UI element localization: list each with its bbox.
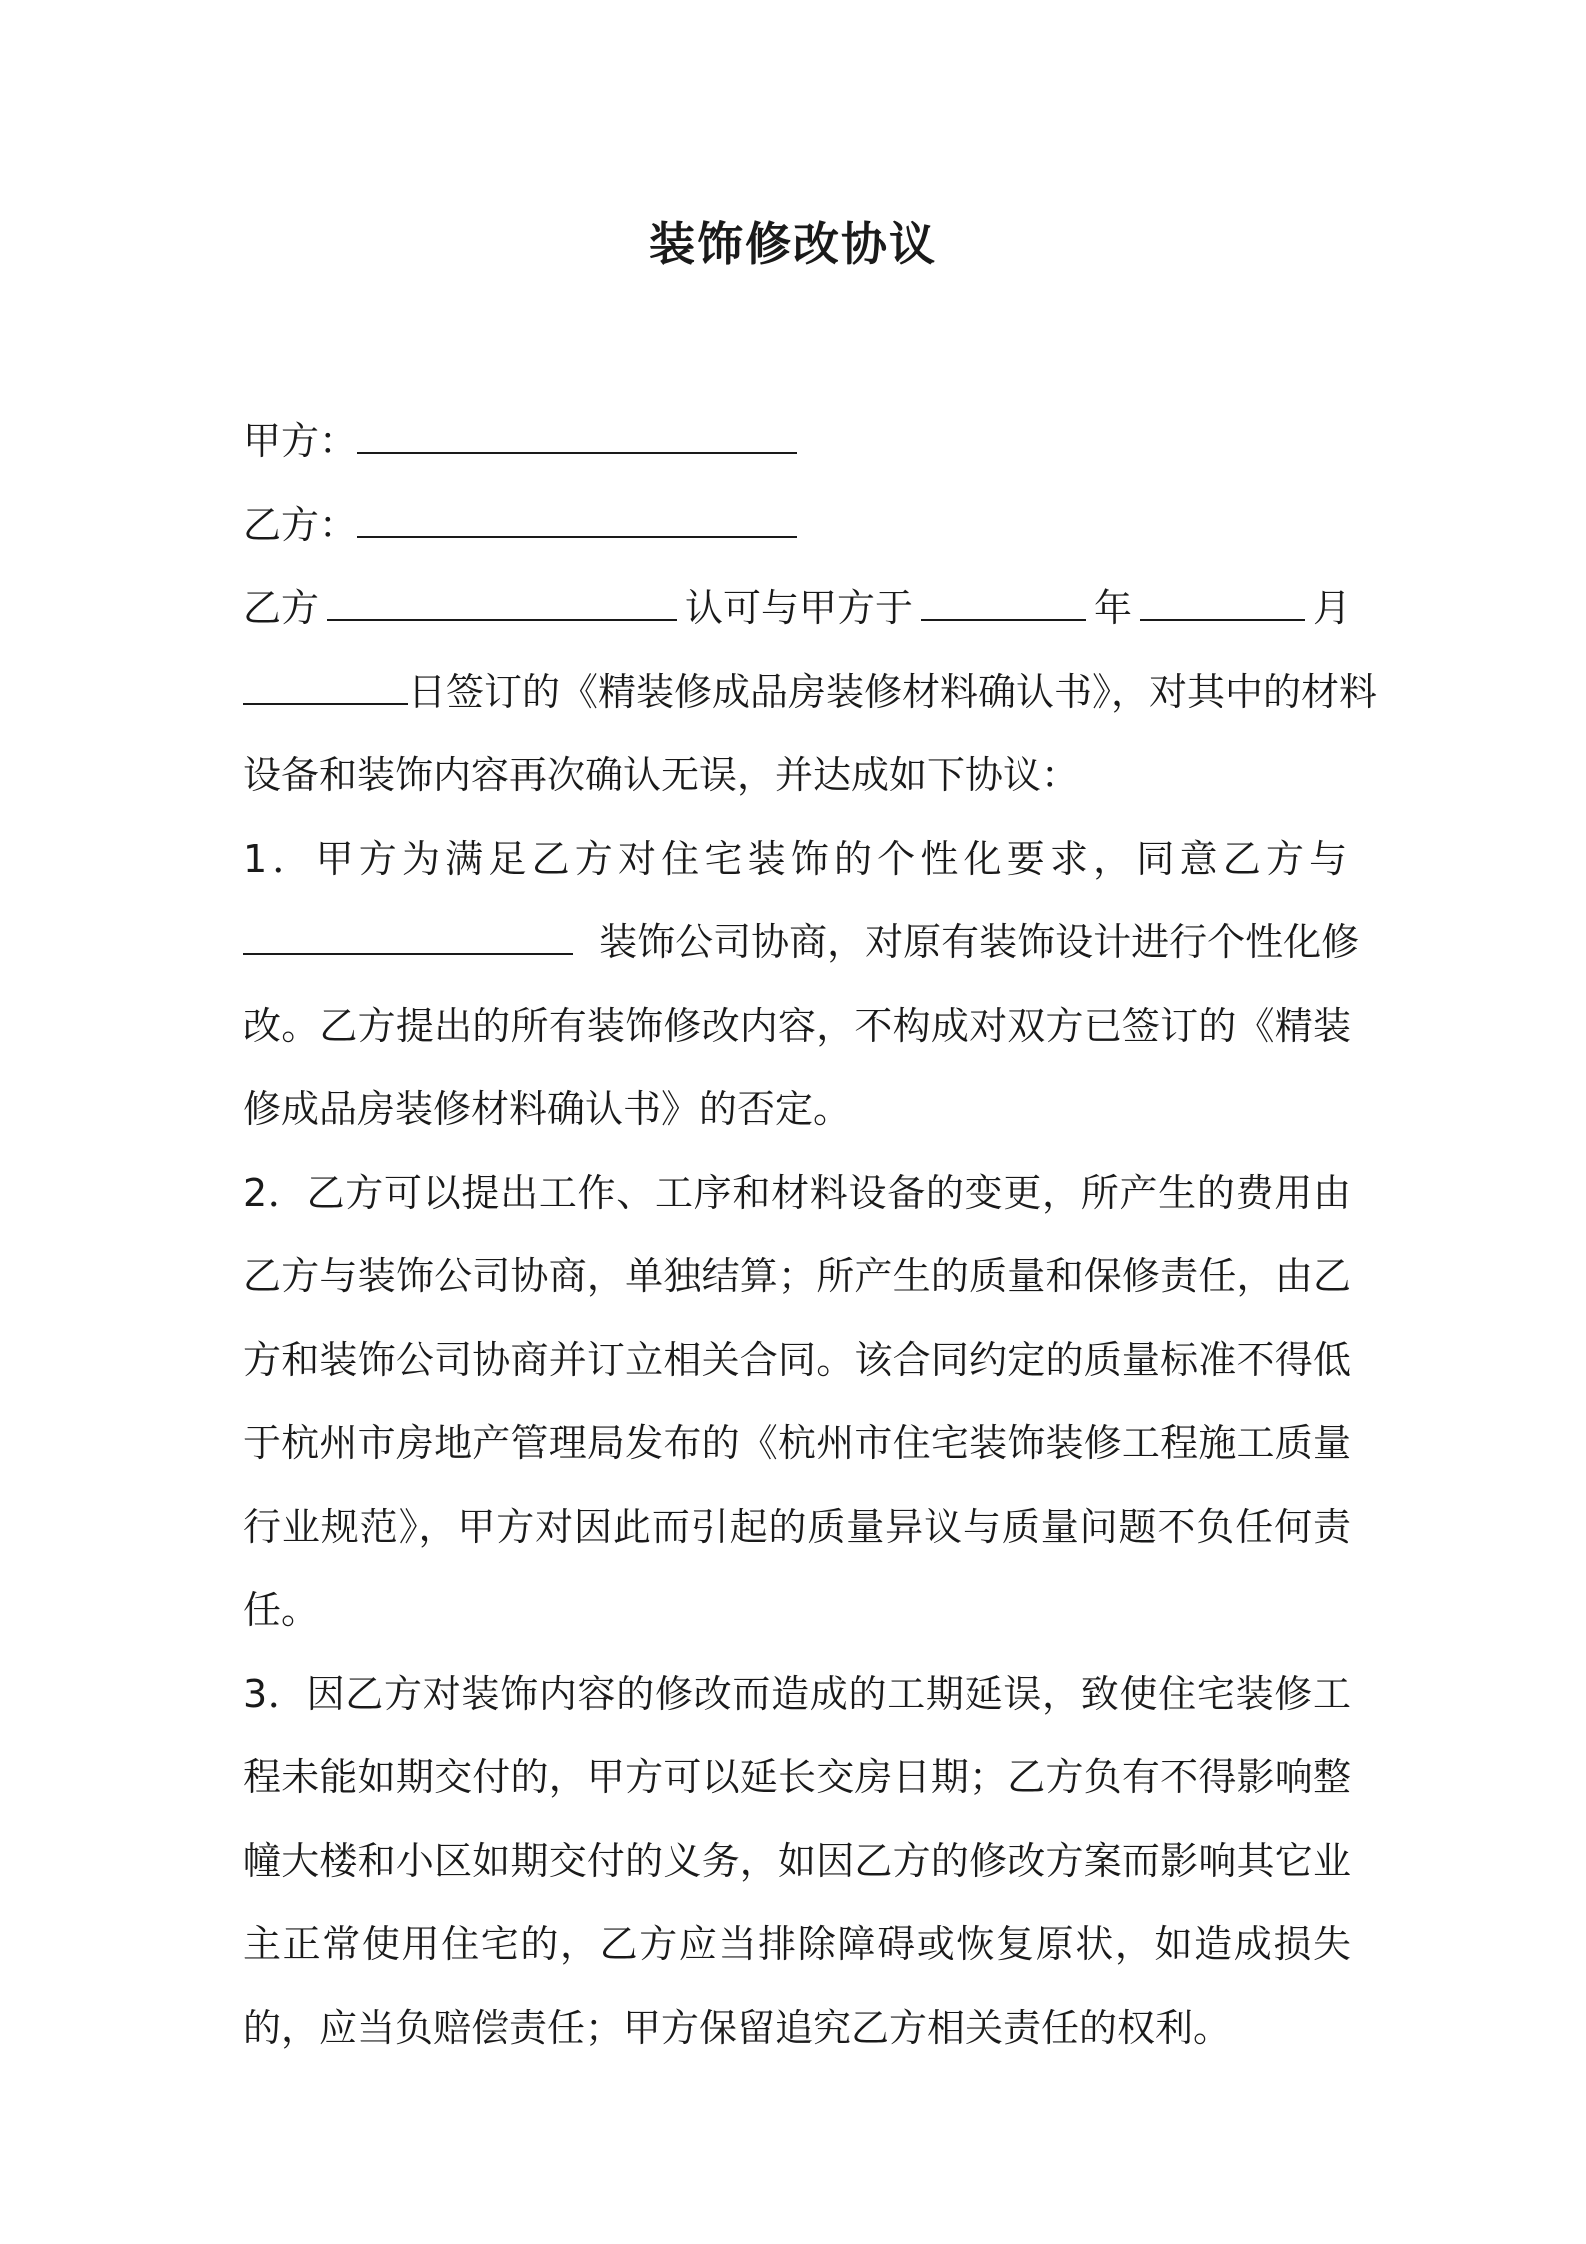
party-a-label: 甲方： (243, 419, 358, 463)
clause-1-line-2-text: 装饰公司协商，对原有装饰设计进行个性化修 (599, 920, 1360, 964)
intro-line-3 (243, 734, 1351, 818)
party-b-label: 乙方： (243, 502, 358, 547)
document-title: 装饰修改协议 (649, 217, 937, 271)
intro-text-1: 认可与甲方于 (684, 586, 913, 630)
clause-1-line-1 (243, 818, 1351, 902)
document-body (243, 400, 1378, 2070)
party-b-line (243, 484, 1351, 568)
intro-month-blank[interactable] (1140, 589, 1305, 621)
intro-party-blank[interactable] (327, 589, 677, 621)
intro-day-blank[interactable] (243, 673, 408, 705)
intro-text-2: 设备和装饰内容再次确认无误，并达成如下协议： (243, 753, 1080, 797)
party-b-blank[interactable] (357, 506, 797, 538)
clause-1-company-blank[interactable] (243, 923, 573, 955)
party-a-blank[interactable] (357, 422, 797, 454)
intro-month-label: 月 (1312, 586, 1351, 630)
party-a-line (243, 400, 1351, 484)
clause-1-line-2 (243, 901, 1360, 985)
intro-prefix: 乙方 (243, 586, 320, 630)
clause-1-line-1-text: 1．甲方为满足乙方对住宅装饰的个性化要求，同意乙方与 (243, 836, 1353, 881)
clause-1-rest: 改。乙方提出的所有装饰修改内容，不构成对双方已签订的《精装修成品房装修材料确认书》的否定。 (243, 1003, 1351, 1131)
intro-year-blank[interactable] (921, 589, 1086, 621)
clause-2: 2．乙方可以提出工作、工序和材料设备的变更，所产生的费用由乙方与装饰公司协商，单独结算；所产生的质量和保修责任，由乙方和装饰公司协商并订立相关合同。该合同约定的质量标准不得低于杭州市房地产管理局发布的《杭州市住宅装饰装修工程施工质量行业规范》，甲方对因此而引起的质量异议与质量问题不负任何责任。 (243, 1170, 1351, 1632)
intro-year-label: 年 (1093, 586, 1132, 630)
clause-3: 3．因乙方对装饰内容的修改而造成的工期延误，致使住宅装修工程未能如期交付的，甲方可以延长交房日期；乙方负有不得影响整幢大楼和小区如期交付的义务，如因乙方的修改方案而影响其它业主正常使用住宅的，乙方应当排除障碍或恢复原状，如造成损失的，应当负赔偿责任；甲方保留追究乙方相关责任的权利。 (243, 1671, 1351, 2050)
intro-line-2 (243, 651, 1378, 735)
intro-day-text: 日签订的《精装修成品房装修材料确认书》，对其中的材料 (408, 669, 1378, 714)
intro-line-1 (243, 567, 1351, 651)
